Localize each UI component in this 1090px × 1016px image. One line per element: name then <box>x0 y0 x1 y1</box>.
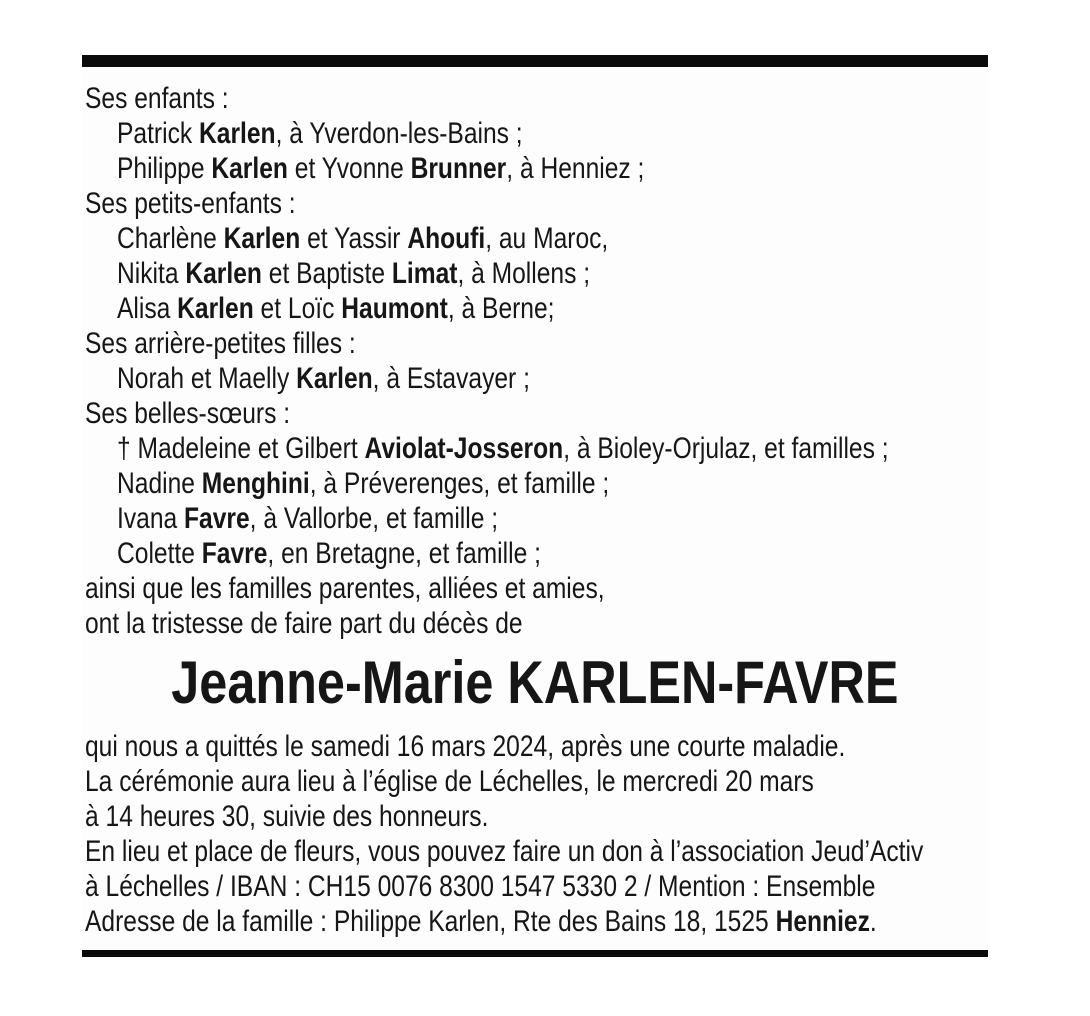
closing-line: qui nous a quittés le samedi 16 mars 2024, après une courte maladie. <box>85 730 846 763</box>
closing-line: La cérémonie aura lieu à l’église de Léchelles, le mercredi 20 mars <box>85 765 814 798</box>
family-line: Ivana Favre, à Vallorbe, et famille ; <box>117 502 499 535</box>
deceased-name: Jeanne-Marie KARLEN-FAVRE <box>171 649 899 716</box>
closing-line: à 14 heures 30, suivie des honneurs. <box>85 800 489 833</box>
family-line: † Madeleine et Gilbert Aviolat-Josseron, à Bioley-Orjulaz, et familles ; <box>117 432 889 465</box>
family-line: Philippe Karlen et Yvonne Brunner, à Henniez ; <box>117 152 645 185</box>
family-line: Colette Favre, en Bretagne, et famille ; <box>117 537 541 570</box>
family-line: Norah et Maelly Karlen, à Estavayer ; <box>117 362 530 395</box>
closing-line: En lieu et place de fleurs, vous pouvez faire un don à l’association Jeud’Activ <box>85 835 924 868</box>
family-line: Ses belles-sœurs : <box>85 397 291 430</box>
deceased-name-title <box>82 647 988 719</box>
bottom-rule <box>82 950 988 957</box>
family-line: Charlène Karlen et Yassir Ahoufi, au Maroc, <box>117 222 609 255</box>
family-line: Patrick Karlen, à Yverdon-les-Bains ; <box>117 117 523 150</box>
family-relatives-list <box>82 67 988 641</box>
family-line: Alisa Karlen et Loïc Haumont, à Berne; <box>117 292 555 325</box>
family-line: ainsi que les familles parentes, alliées et amies, <box>85 572 605 605</box>
family-line: Ses petits-enfants : <box>85 187 296 220</box>
top-rule <box>82 55 988 67</box>
closing-line: Adresse de la famille : Philippe Karlen, Rte des Bains 18, 1525 Henniez. <box>85 905 877 938</box>
family-line: Nadine Menghini, à Préverenges, et famille ; <box>117 467 610 500</box>
ceremony-details-paragraph <box>82 729 988 939</box>
family-line: Ses arrière-petites filles : <box>85 327 356 360</box>
family-line: ont la tristesse de faire part du décès de <box>85 607 523 640</box>
family-line: Nikita Karlen et Baptiste Limat, à Mollens ; <box>117 257 591 290</box>
obituary-notice <box>82 55 988 957</box>
family-line: Ses enfants : <box>85 82 229 115</box>
closing-line: à Léchelles / IBAN : CH15 0076 8300 1547 5330 2 / Mention : Ensemble <box>85 870 876 903</box>
